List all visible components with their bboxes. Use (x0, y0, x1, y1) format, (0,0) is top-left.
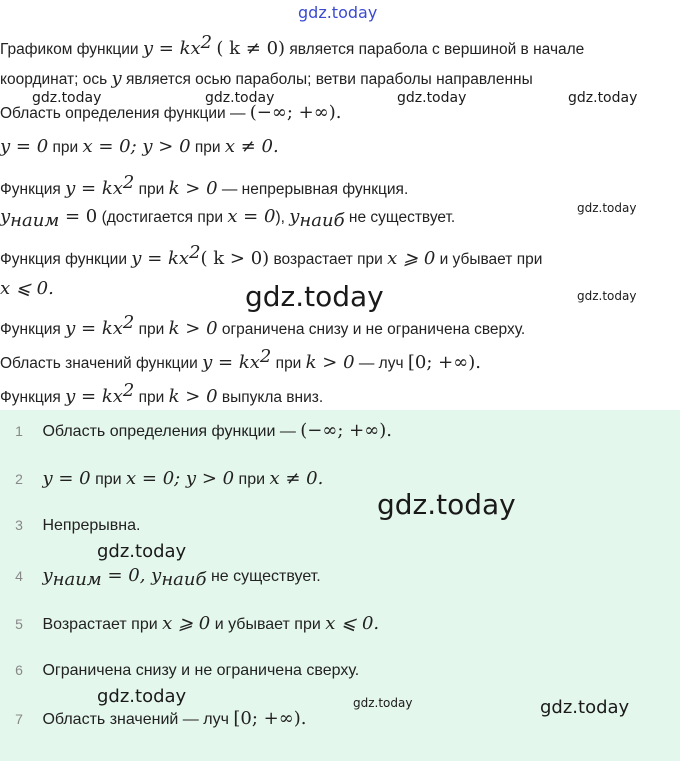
summary-item-1: 1 Область определения функции — (−∞; +∞). (15, 420, 392, 441)
text-line-2: координат; ось y является осью параболы; ветви параболы направленны (0, 68, 533, 89)
text-line-5: Функция $y = kx^2$ при k > 0 — непрерывная функция. (0, 172, 409, 200)
watermark: gdz.today (353, 696, 413, 710)
summary-item-2: 2 y = 0 при x = 0; y > 0 при x ≠ 0. (15, 468, 324, 489)
watermark-top: gdz.today (298, 3, 378, 22)
summary-item-6: 6 Ограничена снизу и не ограничена сверху. (15, 662, 360, 679)
text-line-7: Функция функции $y = kx^2$( k > 0) возрастает при x ⩾ 0 и убывает при (0, 242, 543, 270)
watermark: gdz.today (97, 541, 187, 562)
watermark: gdz.today (32, 90, 102, 106)
watermark-large: gdz.today (245, 280, 384, 313)
text-line-11: Функция $y = kx^2$ при k > 0 выпукла вниз. (0, 380, 324, 408)
summary-item-4: 4 $y_{наим} = 0$, $y_{наиб}$ не существует. (15, 565, 321, 591)
summary-box (0, 410, 680, 761)
watermark: gdz.today (397, 90, 467, 106)
watermark: gdz.today (540, 697, 630, 718)
watermark-large: gdz.today (377, 488, 516, 521)
text-line-6: $y_{наим} = 0$ (достигается при x = 0), $y_{наиб}$ не существует. (0, 206, 456, 232)
summary-item-3: 3 Непрерывна. (15, 517, 141, 534)
watermark: gdz.today (568, 90, 638, 106)
summary-item-7: 7 Область значений — луч [0; +∞). (15, 708, 307, 729)
text-line-1: Графиком функции $y = kx^2$ ( k ≠ 0) является парабола с вершиной в начале (0, 32, 585, 60)
text-line-8: x ⩽ 0. (0, 278, 54, 299)
text-line-4: y = 0 при x = 0; y > 0 при x ≠ 0. (0, 136, 279, 157)
text-line-10: Область значений функции $y = kx^2$ при k > 0 — луч [0; +∞). (0, 346, 481, 374)
text-line-9: Функция $y = kx^2$ при k > 0 ограничена снизу и не ограничена сверху. (0, 312, 526, 340)
watermark: gdz.today (205, 90, 275, 106)
summary-item-5: 5 Возрастает при x ⩾ 0 и убывает при x ⩽ 0. (15, 613, 380, 634)
watermark: gdz.today (97, 686, 187, 707)
text-line-3: Область определения функции — (−∞; +∞). (0, 102, 342, 123)
watermark: gdz.today (577, 289, 637, 303)
watermark: gdz.today (577, 201, 637, 215)
